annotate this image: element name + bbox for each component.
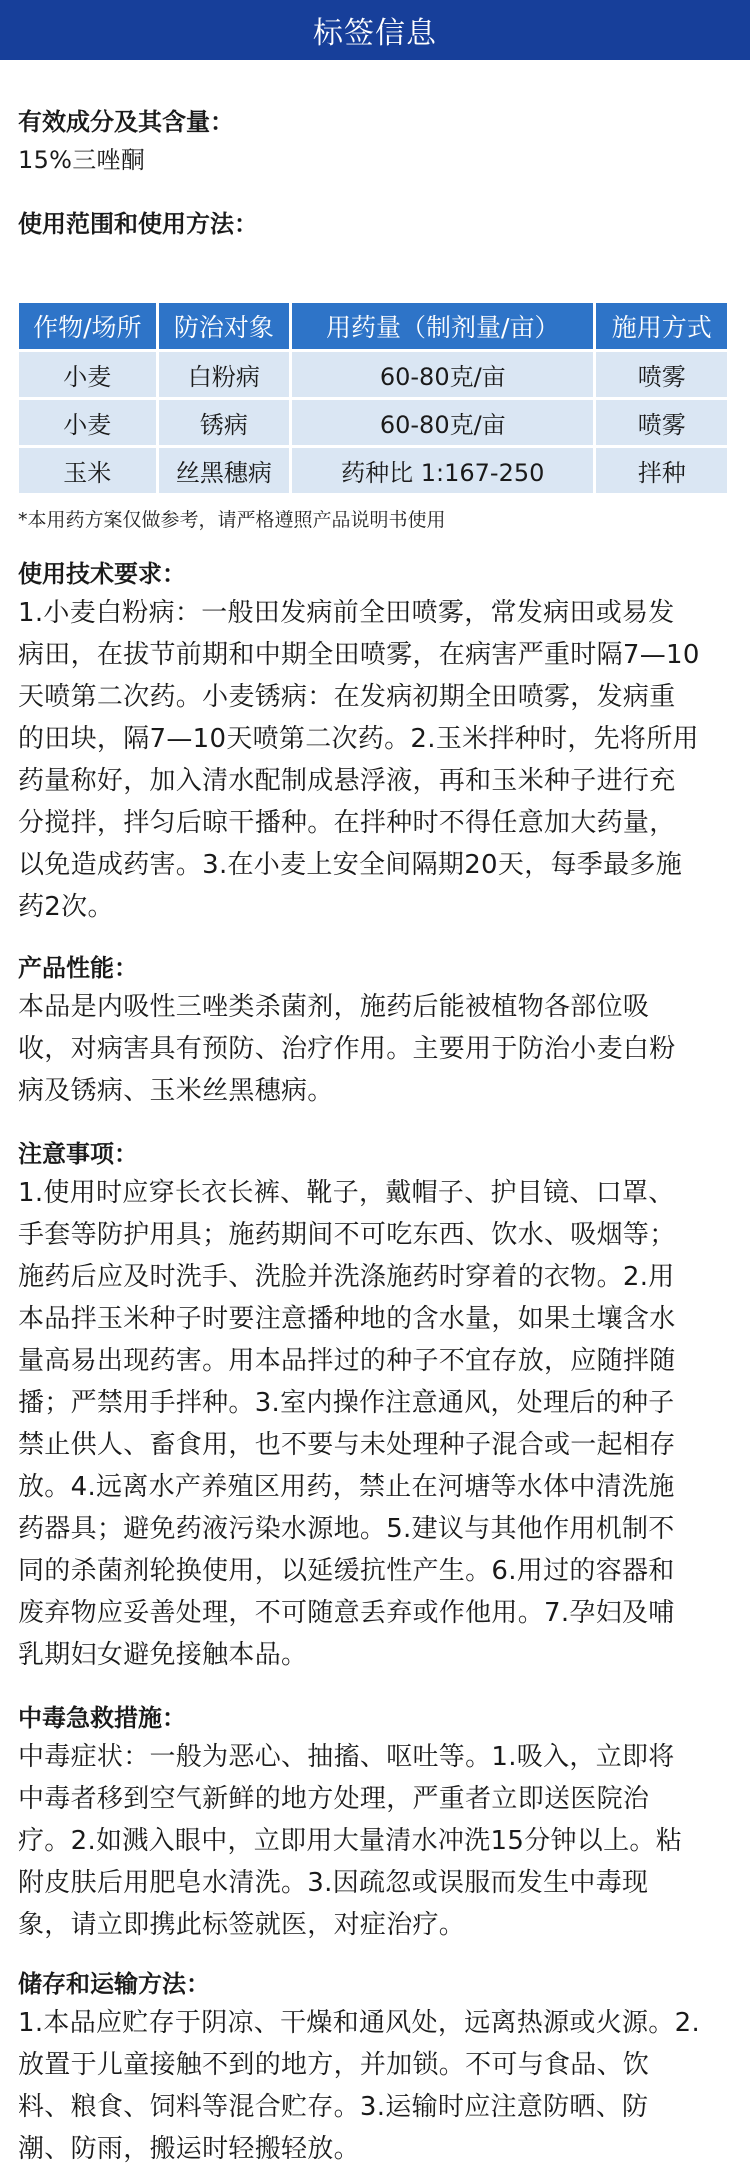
table-cell: 喷雾 [596,400,727,445]
table-row [19,400,727,445]
text-line: 收，对病害具有预防、治疗作用。主要用于防治小麦白粉 [18,1034,676,1064]
table-cell: 白粉病 [159,352,290,397]
technical-body [18,592,732,928]
table-header-row [19,303,727,349]
text-line: 药2次。 [18,892,114,922]
text-line: 放置于儿童接触不到的地方，并加锁。不可与食品、饮 [18,2050,650,2080]
text-line: 料、粮食、饲料等混合贮存。3.运输时应注意防晒、防 [18,2092,649,2122]
text-line: 放。4.远离水产养殖区用药，禁止在河塘等水体中清洗施 [18,1472,675,1502]
table-cell: 60-80克/亩 [292,352,593,397]
text-line: 中毒症状：一般为恶心、抽搐、呕吐等。1.吸入，立即将 [18,1742,675,1772]
table-cell: 小麦 [19,400,156,445]
header-target: 防治对象 [159,303,290,349]
section-title-performance: 产品性能： [18,954,138,982]
header-crop: 作物/场所 [19,303,156,349]
text-line: 疗。2.如溅入眼中，立即用大量清水冲洗15分钟以上。粘 [18,1826,682,1856]
section-title-ingredient: 有效成分及其含量： [18,108,234,136]
technical-section [18,556,732,928]
table-row [19,352,727,397]
ingredient-value: 15%三唑酮 [18,146,146,174]
text-line: 本品是内吸性三唑类杀菌剂，施药后能被植物各部位吸 [18,992,650,1022]
text-line: 的田块，隔7—10天喷第二次药。2.玉米拌种时，先将所用 [18,724,699,754]
text-line: 本品拌玉米种子时要注意播种地的含水量，如果土壤含水 [18,1304,676,1334]
table-cell: 药种比 1:167-250 [292,448,593,493]
text-line: 分搅拌，拌匀后晾干播种。在拌种时不得任意加大药量， [18,808,676,838]
text-line: 病田，在拔节前期和中期全田喷雾，在病害严重时隔7—10 [18,640,700,670]
text-line: 1.小麦白粉病：一般田发病前全田喷雾，常发病田或易发 [18,598,675,628]
text-line: 废弃物应妥善处理，不可随意丢弃或作他用。7.孕妇及哺 [18,1598,675,1628]
text-line: 禁止供人、畜食用，也不要与未处理种子混合或一起相存 [18,1430,676,1460]
text-line: 量高易出现药害。用本品拌过的种子不宜存放，应随拌随 [18,1346,676,1376]
table-note: *本用药方案仅做参考，请严格遵照产品说明书使用 [18,509,446,531]
table-cell: 喷雾 [596,352,727,397]
text-line: 以免造成药害。3.在小麦上安全间隔期20天，每季最多施 [18,850,682,880]
dosage-table-wrap [16,300,730,496]
table-cell: 60-80克/亩 [292,400,593,445]
text-line: 附皮肤后用肥皂水清洗。3.因疏忽或误服而发生中毒现 [18,1868,649,1898]
section-title-usage: 使用范围和使用方法： [18,210,258,238]
text-line: 天喷第二次药。小麦锈病：在发病初期全田喷雾，发病重 [18,682,676,712]
text-line: 施药后应及时洗手、洗脸并洗涤施药时穿着的衣物。2.用 [18,1262,675,1292]
text-line: 手套等防护用具；施药期间不可吃东西、饮水、吸烟等； [18,1220,676,1250]
text-line: 1.本品应贮存于阴凉、干燥和通风处，远离热源或火源。2. [18,2008,701,2038]
text-line: 同的杀菌剂轮换使用，以延缓抗性产生。6.用过的容器和 [18,1556,675,1586]
header-bar [0,0,750,60]
text-line: 病及锈病、玉米丝黑穗病。 [18,1076,334,1106]
table-row [19,448,727,493]
storage-section [18,1966,732,2170]
header-method: 施用方式 [596,303,727,349]
table-cell: 丝黑穗病 [159,448,290,493]
text-line: 乳期妇女避免接触本品。 [18,1640,308,1670]
text-line: 象，请立即携此标签就医，对症治疗。 [18,1910,466,1940]
section-title-precautions: 注意事项： [18,1140,138,1168]
text-line: 播；严禁用手拌种。3.室内操作注意通风，处理后的种子 [18,1388,675,1418]
page-title: 标签信息 [313,16,437,51]
table-cell: 锈病 [159,400,290,445]
text-line: 中毒者移到空气新鲜的地方处理，严重者立即送医院治 [18,1784,650,1814]
precautions-section [18,1136,732,1676]
table-cell: 玉米 [19,448,156,493]
dosage-table [16,300,730,496]
table-cell: 小麦 [19,352,156,397]
table-cell: 拌种 [596,448,727,493]
text-line: 药量称好，加入清水配制成悬浮液，再和玉米种子进行充 [18,766,676,796]
text-line: 潮、防雨，搬运时轻搬轻放。 [18,2134,360,2164]
header-dosage: 用药量（制剂量/亩） [292,303,593,349]
firstaid-section [18,1700,732,1946]
text-line: 1.使用时应穿长衣长裤、靴子，戴帽子、护目镜、口罩、 [18,1178,675,1208]
ingredient-section [18,104,234,180]
section-title-firstaid: 中毒急救措施： [18,1704,186,1732]
section-title-storage: 储存和运输方法： [18,1970,210,1998]
section-title-technical: 使用技术要求： [18,560,186,588]
performance-section [18,950,732,1112]
text-line: 药器具；避免药液污染水源地。5.建议与其他作用机制不 [18,1514,675,1544]
